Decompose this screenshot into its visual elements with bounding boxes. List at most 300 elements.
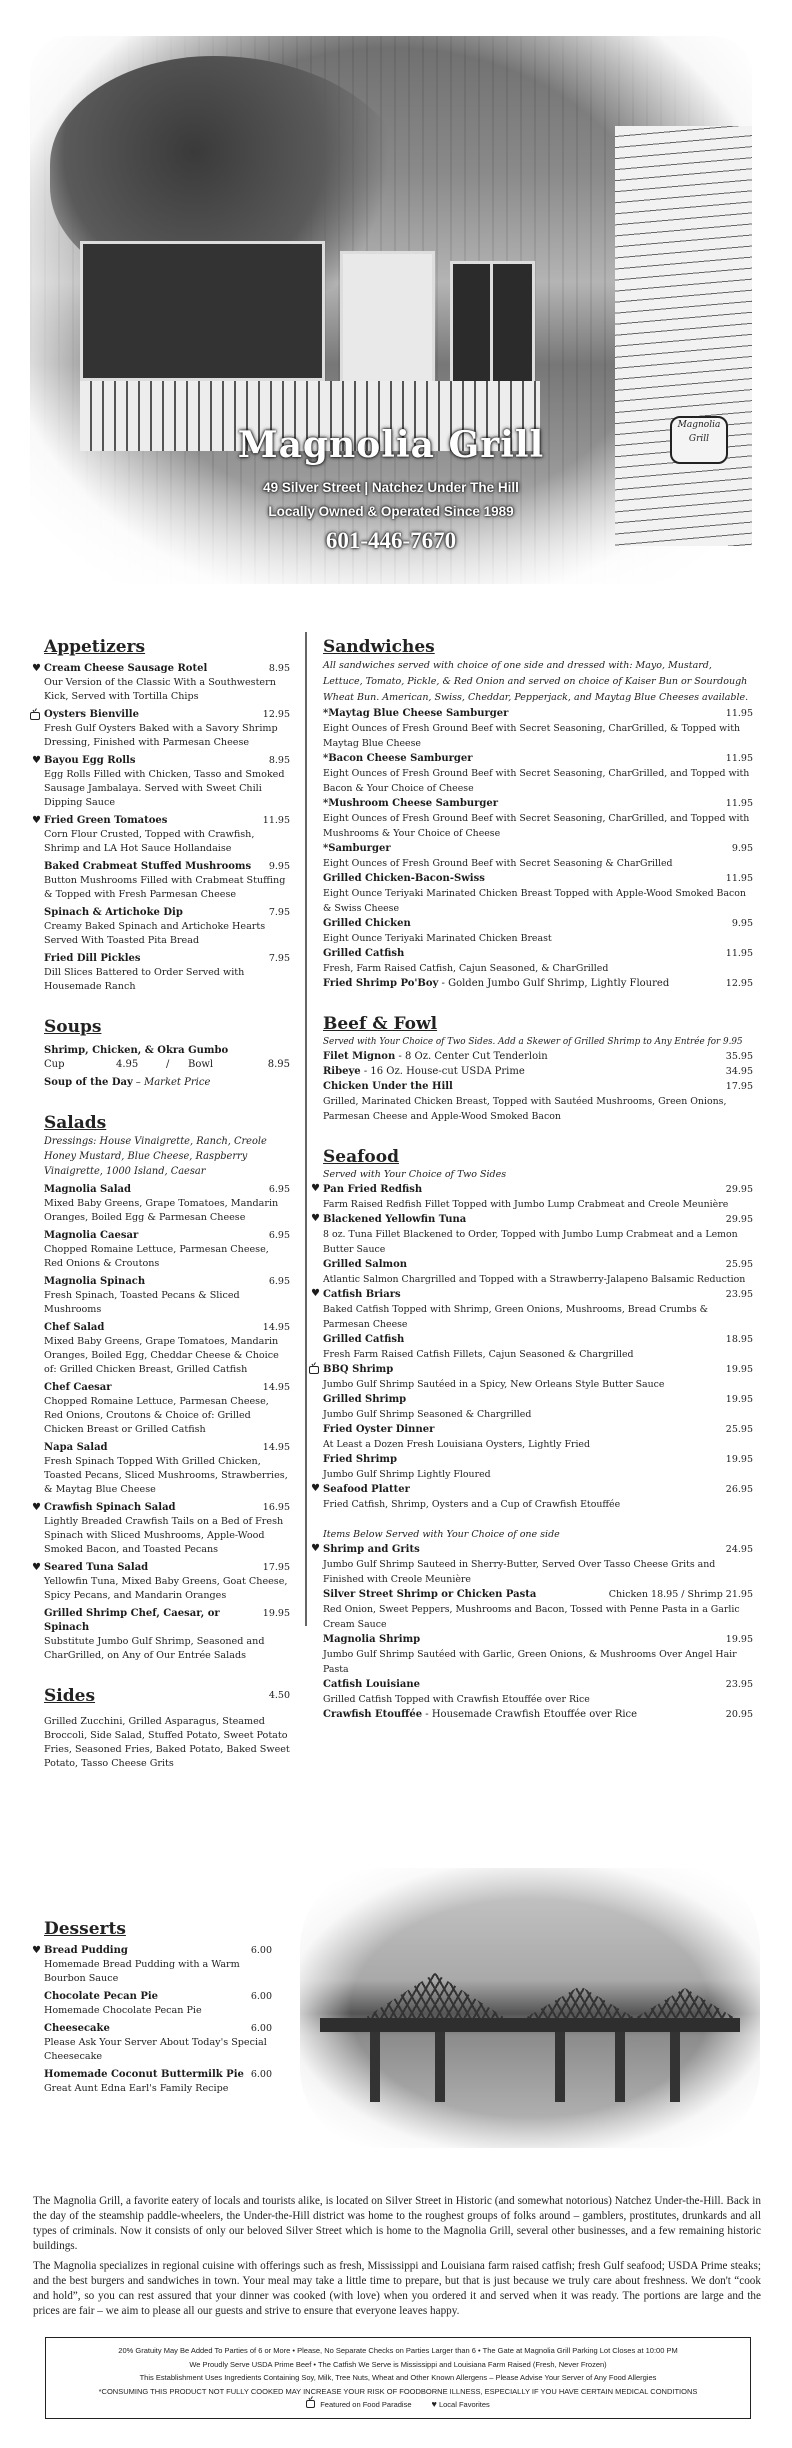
section-title: Salads — [44, 1113, 107, 1133]
item-price: 23.95 — [725, 1679, 753, 1690]
item-name-text: Seafood Platter — [323, 1484, 410, 1495]
menu-item — [323, 1707, 753, 1722]
item-name — [323, 1257, 407, 1272]
section-note: All sandwiches served with choice of one side and dressed with: Mayo, Mustard, Lettuce, Tomato, Pickle, & Red Onion and served on choice of Kaiser Bun or Sourdough Wheat Bun. American, Swiss, Cheddar, Pepperjack, and Maytag Blue Cheeses available. — [323, 660, 749, 703]
menu-item — [44, 860, 290, 902]
heart-icon: ♥ — [32, 1945, 41, 1956]
item-name — [44, 1275, 145, 1289]
item-description: Yellowfin Tuna, Mixed Baby Greens, Goat Cheese, Spicy Pecans, and Mandarin Oranges — [44, 1576, 288, 1601]
item-price: – Market Price — [135, 1077, 211, 1088]
legend-local-favorites — [432, 2398, 490, 2412]
menu-item — [44, 1275, 290, 1317]
item-name — [44, 906, 183, 920]
item-name-text: Shrimp and Grits — [323, 1544, 420, 1555]
item-name-text: Fried Shrimp — [323, 1454, 397, 1465]
menu-item — [323, 976, 753, 991]
item-description: Jumbo Gulf Shrimp Sauteed in Sherry-Butter, Served Over Tasso Cheese Grits and Finished with Creole Meunière — [323, 1559, 716, 1585]
heart-icon: ♥ — [32, 1502, 41, 1513]
bridge-truss — [360, 1973, 510, 2021]
item-name — [323, 1677, 420, 1692]
menu-item — [44, 1990, 272, 2018]
item-name-text: Blackened Yellowfin Tuna — [323, 1214, 467, 1225]
menu-item — [323, 1049, 753, 1064]
section-note: Dressings: House Vinaigrette, Ranch, Creole Honey Mustard, Blue Cheese, Raspberry Vinaigrette, 1000 Island, Caesar — [44, 1136, 267, 1177]
item-name — [323, 751, 473, 766]
item-name-text: Filet Mignon — [323, 1051, 396, 1062]
section-title: Soups — [44, 1017, 102, 1037]
menu-item — [32, 1501, 290, 1557]
item-description: Fried Catfish, Shrimp, Oysters and a Cup of Crawfish Etouffée — [323, 1499, 621, 1510]
item-description: Fresh Gulf Oysters Baked with a Savory Shrimp Dressing, Finished with Parmesan Cheese — [44, 723, 278, 748]
item-description: Please Ask Your Server About Today's Special Cheesecake — [44, 2037, 267, 2062]
section-soups — [44, 1016, 290, 1090]
item-name — [323, 1632, 420, 1647]
heart-icon: ♥ — [311, 1183, 320, 1194]
item-name — [323, 1049, 548, 1064]
section-desserts — [32, 1918, 272, 2096]
menu-item — [323, 1452, 753, 1482]
item-description: Fresh Farm Raised Catfish Fillets, Cajun Seasoned & Chargrilled — [323, 1349, 634, 1360]
item-inline-description: - 8 Oz. Center Cut Tenderloin — [395, 1051, 548, 1062]
section-title: Sides — [44, 1686, 96, 1706]
heart-icon: ♥ — [311, 1288, 320, 1299]
menu-item — [44, 1607, 290, 1663]
item-price: 19.95 — [725, 1454, 753, 1465]
menu-item — [323, 841, 753, 871]
item-name-text: Bayou Egg Rolls — [44, 755, 136, 766]
item-name-text: Grilled Catfish — [323, 948, 405, 959]
item-name — [323, 1212, 466, 1227]
item-name — [323, 796, 498, 811]
legend-label: Featured on Food Paradise — [320, 2400, 412, 2409]
item-name-text: Fried Shrimp Po'Boy — [323, 978, 439, 989]
menu-item — [44, 1321, 290, 1377]
item-price: 6.00 — [250, 1991, 272, 2002]
item-description: Chopped Romaine Lettuce, Parmesan Cheese, Red Onions, Croutons & Choice of: Grilled Chicken Breast or Grilled Catfish — [44, 1396, 269, 1435]
menu-item — [44, 952, 290, 994]
sandwich-list — [323, 706, 753, 991]
item-description: Our Version of the Classic With a Southwestern Kick, Served with Tortilla Chips — [44, 677, 276, 702]
restaurant-tagline: Locally Owned & Operated Since 1989 — [268, 504, 514, 519]
item-name — [323, 1587, 536, 1602]
menu-item — [323, 871, 753, 916]
item-name-text: Catfish Briars — [323, 1289, 401, 1300]
item-name-text: Spinach & Artichoke Dip — [44, 907, 183, 918]
item-price: 6.00 — [250, 1945, 272, 1956]
item-name-text: *Samburger — [323, 843, 391, 854]
menu-item — [32, 662, 290, 704]
item-description: Fresh Spinach, Toasted Pecans & Sliced Mushrooms — [44, 1290, 240, 1315]
item-price: 19.95 — [262, 1608, 290, 1619]
item-description: Mixed Baby Greens, Grape Tomatoes, Mandarin Oranges, Boiled Egg, Cheddar Cheese & Choice of: Grilled Chicken Breast, Grilled Catfish — [44, 1336, 279, 1375]
item-description: Eight Ounces of Fresh Ground Beef with Secret Seasoning & CharGrilled — [323, 858, 673, 869]
menu-item — [323, 796, 753, 841]
item-name — [44, 754, 135, 768]
item-price: 29.95 — [725, 1214, 753, 1225]
menu-item — [323, 1079, 753, 1124]
bridge-pier — [555, 2032, 565, 2102]
item-name-text: Crawfish Spinach Salad — [44, 1502, 176, 1513]
menu-item — [323, 1257, 753, 1287]
item-price: 25.95 — [725, 1424, 753, 1435]
about-paragraph: The Magnolia Grill, a favorite eatery of locals and tourists alike, is located on Silver Street in Historic (and somewhat notorious) Natchez Under-the-Hill. Back in the day of the steamship paddle-wheelers, the Under-the-Hill district was home to the roughest groups of folks around – gamblers, prostitutes, drunkards and all types of criminals. Now it consists of only our beloved Silver Street which is home to the Magnolia Grill, several other businesses, and a few remaining historic buildings. — [33, 2195, 761, 2252]
menu-item — [44, 1183, 290, 1225]
porch-window — [80, 241, 325, 381]
item-description: Eight Ounce Teriyaki Marinated Chicken Breast — [323, 933, 552, 944]
menu-item — [311, 1482, 753, 1512]
item-price: 6.95 — [268, 1184, 290, 1195]
item-name — [323, 976, 669, 991]
item-description: At Least a Dozen Fresh Louisiana Oysters, Lightly Fried — [323, 1439, 590, 1450]
section-appetizers — [32, 636, 290, 994]
item-description: Great Aunt Edna Earl's Family Recipe — [44, 2083, 229, 2094]
item-name: Soup of the Day — [44, 1077, 133, 1088]
item-name-text: Grilled Catfish — [323, 1334, 405, 1345]
item-price: 14.95 — [262, 1382, 290, 1393]
item-price: 12.95 — [725, 978, 753, 989]
price-separator: / — [166, 1059, 170, 1070]
item-price: 26.95 — [725, 1484, 753, 1495]
item-price: 20.95 — [725, 1709, 753, 1720]
menu-item — [44, 2022, 272, 2064]
item-name — [44, 1441, 108, 1455]
section-title: Beef & Fowl — [323, 1014, 438, 1034]
item-description: Farm Raised Redfish Fillet Topped with Jumbo Lump Crabmeat and Creole Meunière — [323, 1199, 729, 1210]
item-name — [323, 1482, 410, 1497]
item-description: Mixed Baby Greens, Grape Tomatoes, Mandarin Oranges, Boiled Egg & Parmesan Cheese — [44, 1198, 279, 1223]
item-name — [323, 871, 485, 886]
legend-food-paradise — [306, 2398, 411, 2412]
item-name — [323, 1362, 393, 1377]
section-title: Desserts — [44, 1919, 126, 1939]
item-price: 11.95 — [262, 815, 290, 826]
item-name — [44, 1561, 148, 1575]
item-description: Egg Rolls Filled with Chicken, Tasso and Smoked Sausage Jambalaya. Served with Sweet Chili Dipping Sauce — [44, 769, 285, 808]
item-name — [44, 1381, 112, 1395]
bridge-pier — [435, 2032, 445, 2102]
section-beef-fowl — [323, 1013, 753, 1124]
item-price: 23.95 — [725, 1289, 753, 1300]
bridge-truss — [630, 1988, 740, 2021]
item-inline-description: - Golden Jumbo Gulf Shrimp, Lightly Floured — [438, 978, 670, 989]
item-name — [44, 1229, 138, 1243]
item-name-text: Crawfish Etouffée — [323, 1709, 423, 1720]
item-price: 6.95 — [268, 1230, 290, 1241]
item-description: Jumbo Gulf Shrimp Sautéed in a Spicy, New Orleans Style Butter Sauce — [323, 1379, 665, 1390]
item-description: Eight Ounce Teriyaki Marinated Chicken Breast Topped with Apple-Wood Smoked Bacon & Swiss Cheese — [323, 888, 746, 914]
section-salads — [32, 1112, 290, 1663]
item-description: Chopped Romaine Lettuce, Parmesan Cheese, Red Onions & Croutons — [44, 1244, 269, 1269]
item-description: Jumbo Gulf Shrimp Sautéed with Garlic, Green Onions, & Mushrooms Over Angel Hair Pasta — [323, 1649, 737, 1675]
about-paragraph: The Magnolia specializes in regional cuisine with offerings such as fresh, Mississippi and Louisiana farm raised catfish; fresh Gulf seafood; USDA Prime steaks; and the best burgers and sandwiches in town. Your meal may take a little time to prepare, but that is just because we truly care about freshness. We don't “cook and hold”, so you can rest assured that your dinner was cooked (with love) when you ordered it and served when it was ready. The portions are large and the prices are fair – we aim to please all our guests and strive to ensure that everyone leaves happy. — [33, 2260, 761, 2317]
menu-item — [44, 1229, 290, 1271]
item-price: 19.95 — [725, 1364, 753, 1375]
menu-item — [311, 1287, 753, 1332]
item-inline-description: - Housemade Crawfish Etouffée over Rice — [422, 1709, 638, 1720]
menu-item — [323, 751, 753, 796]
item-name-text: Grilled Salmon — [323, 1259, 408, 1270]
item-description: Atlantic Salmon Chargrilled and Topped with a Strawberry-Jalapeno Balsamic Reduction — [323, 1274, 746, 1285]
menu-item — [323, 1064, 753, 1079]
item-name-text: Chef Caesar — [44, 1382, 112, 1393]
item-description: Corn Flour Crusted, Topped with Crawfish, Shrimp and LA Hot Sauce Hollandaise — [44, 829, 255, 854]
item-description: Eight Ounces of Fresh Ground Beef with Secret Seasoning, CharGrilled, and Topped with Bacon & Your Choice of Cheese — [323, 768, 750, 794]
item-name-text: Cream Cheese Sausage Rotel — [44, 663, 208, 674]
item-name — [44, 1321, 104, 1335]
heart-icon: ♥ — [311, 1483, 320, 1494]
item-name-text: Grilled Shrimp Chef, Caesar, or Spinach — [44, 1608, 220, 1633]
tv-icon — [306, 2400, 315, 2408]
legend-label: Local Favorites — [438, 2400, 490, 2409]
item-price: 7.95 — [268, 953, 290, 964]
item-name-text: Chicken Under the Hill — [323, 1081, 453, 1092]
menu-item — [311, 1182, 753, 1212]
menu-item — [323, 1392, 753, 1422]
item-name-text: Baked Crabmeat Stuffed Mushrooms — [44, 861, 252, 872]
item-name — [44, 1501, 176, 1515]
footer-line: This Establishment Uses Ingredients Containing Soy, Milk, Tree Nuts, Wheat and Other Known Allergens – Please Advise Your Server of Any Food Allergies — [139, 2373, 657, 2382]
item-name — [323, 1707, 637, 1722]
item-name — [323, 1452, 397, 1467]
item-description: Dill Slices Battered to Order Served with Housemade Ranch — [44, 967, 245, 992]
porch-window — [490, 261, 535, 386]
menu-item — [323, 1677, 753, 1707]
item-name — [44, 860, 251, 874]
item-name-text: Homemade Coconut Buttermilk Pie — [44, 2069, 244, 2080]
item-price: 7.95 — [268, 907, 290, 918]
item-name-text: *Bacon Cheese Samburger — [323, 753, 473, 764]
item-price: 11.95 — [725, 708, 753, 719]
bridge-pier — [670, 2032, 680, 2102]
right-column — [311, 636, 753, 1740]
menu-item — [32, 814, 290, 856]
menu-item — [323, 1632, 753, 1677]
item-description: Lightly Breaded Crawfish Tails on a Bed of Fresh Spinach with Sliced Mushrooms, Apple-Wood Smoked Bacon, and Toasted Pecans — [44, 1516, 284, 1555]
heart-icon: ♥ — [32, 663, 41, 674]
item-description: Homemade Bread Pudding with a Warm Bourbon Sauce — [44, 1959, 240, 1984]
column-divider — [305, 632, 307, 1626]
item-name-text: Pan Fried Redfish — [323, 1184, 423, 1195]
bridge-truss — [520, 1986, 640, 2021]
item-price: 9.95 — [731, 843, 753, 854]
bowl-price: 8.95 — [267, 1059, 290, 1070]
menu-item — [44, 906, 290, 948]
item-price: 8.95 — [268, 663, 290, 674]
menu-item — [32, 1944, 272, 1986]
section-note: Items Below Served with Your Choice of one side — [323, 1529, 560, 1540]
item-name-text: Napa Salad — [44, 1442, 108, 1453]
heart-icon: ♥ — [32, 815, 41, 826]
item-price: 11.95 — [725, 753, 753, 764]
item-price: 11.95 — [725, 948, 753, 959]
item-name — [323, 1542, 420, 1557]
seafood-list-one-side — [311, 1542, 753, 1722]
about-section — [33, 2194, 761, 2324]
item-name — [323, 1064, 525, 1079]
item-description: Grilled Catfish Topped with Crawfish Etouffée over Rice — [323, 1694, 590, 1705]
item-price: 19.95 — [725, 1634, 753, 1645]
item-name — [44, 708, 139, 722]
item-name-text: Bread Pudding — [44, 1945, 128, 1956]
restaurant-address: 49 Silver Street | Natchez Under The Hill — [263, 480, 519, 495]
menu-item — [323, 1587, 753, 1632]
menu-item — [311, 1542, 753, 1587]
item-name — [44, 1607, 257, 1635]
restaurant-sign: Magnolia Grill — [670, 416, 728, 464]
dessert-list — [32, 1944, 272, 2096]
bridge-pier — [370, 2032, 380, 2102]
left-column — [32, 636, 290, 1789]
section-title: Seafood — [323, 1147, 399, 1167]
item-name-text: Seared Tuna Salad — [44, 1562, 149, 1573]
item-name-text: Silver Street Shrimp or Chicken Pasta — [323, 1589, 537, 1600]
item-price: 6.00 — [250, 2069, 272, 2080]
item-price: 17.95 — [262, 1562, 290, 1573]
item-description: Eight Ounces of Fresh Ground Beef with Secret Seasoning, CharGrilled, and Topped with Mushrooms & Your Choice of Cheese — [323, 813, 750, 839]
item-name — [44, 1944, 128, 1958]
menu-item — [44, 2068, 272, 2096]
tv-icon — [309, 1366, 319, 1374]
item-price: 25.95 — [725, 1259, 753, 1270]
item-name-text: Magnolia Salad — [44, 1184, 132, 1195]
item-price: 18.95 — [725, 1334, 753, 1345]
item-price: 11.95 — [725, 798, 753, 809]
footer-line: 20% Gratuity May Be Added To Parties of 6 or More • Please, No Separate Checks on Parties Larger than 6 • The Gate at Magnolia Grill Parking Lot Closes at 10:00 PM — [118, 2346, 678, 2355]
menu-item — [44, 1076, 290, 1090]
item-name-text: Catfish Louisiane — [323, 1679, 421, 1690]
item-name — [44, 814, 167, 828]
item-price: 17.95 — [725, 1081, 753, 1092]
footer-line: We Proudly Serve USDA Prime Beef • The Catfish We Serve is Mississippi and Louisiana Farm Raised (Fresh, Never Frozen) — [189, 2359, 607, 2369]
item-name — [323, 1287, 401, 1302]
heart-icon: ♥ — [311, 1543, 320, 1554]
seafood-list — [311, 1182, 753, 1512]
item-name — [323, 841, 391, 856]
footer-line: *CONSUMING THIS PRODUCT NOT FULLY COOKED MAY INCREASE YOUR RISK OF FOODBORNE ILLNESS, ESPECIALLY IF YOU HAVE CERTAIN MEDICAL CONDITIONS — [98, 2386, 698, 2396]
item-description: Creamy Baked Spinach and Artichoke Hearts Served With Toasted Pita Bread — [44, 921, 266, 946]
heart-icon: ♥ — [32, 1562, 41, 1573]
item-price: Chicken 18.95 / Shrimp 21.95 — [608, 1589, 753, 1600]
menu-item — [44, 708, 290, 750]
item-name — [323, 1392, 406, 1407]
item-price: 9.95 — [731, 918, 753, 929]
item-description: Substitute Jumbo Gulf Shrimp, Seasoned and CharGrilled, on Any of Our Entrée Salads — [44, 1636, 265, 1661]
menu-item — [44, 1381, 290, 1437]
item-name-text: Magnolia Caesar — [44, 1230, 139, 1241]
item-price: 19.95 — [725, 1394, 753, 1405]
footer-notice-box — [45, 2337, 751, 2419]
item-name-text: Magnolia Spinach — [44, 1276, 146, 1287]
item-price: 8.95 — [268, 755, 290, 766]
menu-item — [44, 1044, 290, 1072]
item-name — [323, 916, 411, 931]
restaurant-phone[interactable]: 601-446-7670 — [325, 528, 457, 553]
item-price: 12.95 — [262, 709, 290, 720]
item-name-text: *Maytag Blue Cheese Samburger — [323, 708, 509, 719]
item-price: 14.95 — [262, 1442, 290, 1453]
tv-icon — [30, 712, 40, 720]
item-description: Button Mushrooms Filled with Crabmeat Stuffing & Topped with Fresh Parmesan Cheese — [44, 875, 286, 900]
item-description: Fresh Spinach Topped With Grilled Chicken, Toasted Pecans, Sliced Mushrooms, Strawberries, & Maytag Blue Cheese — [44, 1456, 288, 1495]
menu-item — [311, 1212, 753, 1257]
porch-window — [340, 251, 435, 386]
item-description: Eight Ounces of Fresh Ground Beef with Secret Seasoning, CharGrilled, & Topped with Maytag Blue Cheese — [323, 723, 741, 749]
item-name-text: Cheesecake — [44, 2023, 110, 2034]
item-price: 14.95 — [262, 1322, 290, 1333]
section-sandwiches — [323, 636, 753, 991]
item-price: 4.50 — [268, 1690, 290, 1701]
item-name: Shrimp, Chicken, & Okra Gumbo — [44, 1045, 229, 1056]
cup-price: 4.95 — [116, 1059, 139, 1070]
item-description: 8 oz. Tuna Fillet Blackened to Order, Topped with Jumbo Lump Crabmeat and a Lemon Butter Sauce — [323, 1229, 738, 1255]
item-description: Homemade Chocolate Pecan Pie — [44, 2005, 202, 2016]
bowl-label: Bowl — [188, 1059, 214, 1070]
menu-item — [323, 946, 753, 976]
item-price: 6.95 — [268, 1276, 290, 1287]
item-price: 29.95 — [725, 1184, 753, 1195]
item-price: 24.95 — [725, 1544, 753, 1555]
menu-item — [323, 706, 753, 751]
item-price: 35.95 — [725, 1051, 753, 1062]
item-name — [44, 2022, 110, 2036]
item-name — [44, 662, 207, 676]
item-name-text: Fried Dill Pickles — [44, 953, 141, 964]
menu-item — [32, 1561, 290, 1603]
item-name-text: Ribeye — [323, 1066, 361, 1077]
section-seafood — [311, 1146, 753, 1722]
item-name — [44, 952, 141, 966]
cup-label: Cup — [44, 1059, 65, 1070]
item-name-text: BBQ Shrimp — [323, 1364, 394, 1375]
menu-item — [323, 916, 753, 946]
item-description: Jumbo Gulf Shrimp Seasoned & Chargrilled — [323, 1409, 532, 1420]
item-description: Jumbo Gulf Shrimp Lightly Floured — [323, 1469, 491, 1480]
bridge-photo — [300, 1868, 760, 2148]
item-name-text: Grilled Chicken-Bacon-Swiss — [323, 873, 485, 884]
soup-prices — [44, 1058, 290, 1072]
item-price: 16.95 — [262, 1502, 290, 1513]
item-price: 6.00 — [250, 2023, 272, 2034]
section-note: Served with Your Choice of Two Sides — [323, 1169, 507, 1180]
item-name — [323, 1079, 453, 1094]
item-name-text: Fried Green Tomatoes — [44, 815, 168, 826]
item-description: Red Onion, Sweet Peppers, Mushrooms and Bacon, Tossed with Penne Pasta in a Garlic Cream Sauce — [323, 1604, 740, 1630]
item-price: 9.95 — [268, 861, 290, 872]
menu-item — [32, 754, 290, 810]
item-name — [323, 1422, 434, 1437]
item-inline-description: - 16 Oz. House-cut USDA Prime — [360, 1066, 525, 1077]
heart-icon: ♥ — [431, 2399, 437, 2409]
section-note: Served with Your Choice of Two Sides. Add a Skewer of Grilled Shrimp to Any Entrée for 9.95 — [323, 1037, 743, 1047]
item-name — [323, 946, 404, 961]
item-description: Grilled, Marinated Chicken Breast, Topped with Sautéed Mushrooms, Green Onions, Parmesan Cheese and Apple-Wood Smoked Bacon — [323, 1096, 727, 1122]
beef-fowl-list — [323, 1049, 753, 1124]
item-name — [44, 2068, 244, 2082]
appetizer-list — [32, 662, 290, 994]
section-title: Sandwiches — [323, 637, 435, 657]
heart-icon: ♥ — [32, 755, 41, 766]
section-sides — [44, 1685, 290, 1771]
item-name — [44, 1990, 158, 2004]
bridge-deck — [320, 2018, 740, 2032]
heart-icon: ♥ — [311, 1213, 320, 1224]
item-name — [44, 1183, 131, 1197]
item-description: Fresh, Farm Raised Catfish, Cajun Seasoned, & CharGrilled — [323, 963, 609, 974]
item-name-text: Grilled Shrimp — [323, 1394, 407, 1405]
item-name — [323, 706, 508, 721]
header-photo — [30, 36, 752, 584]
item-name-text: Chef Salad — [44, 1322, 105, 1333]
